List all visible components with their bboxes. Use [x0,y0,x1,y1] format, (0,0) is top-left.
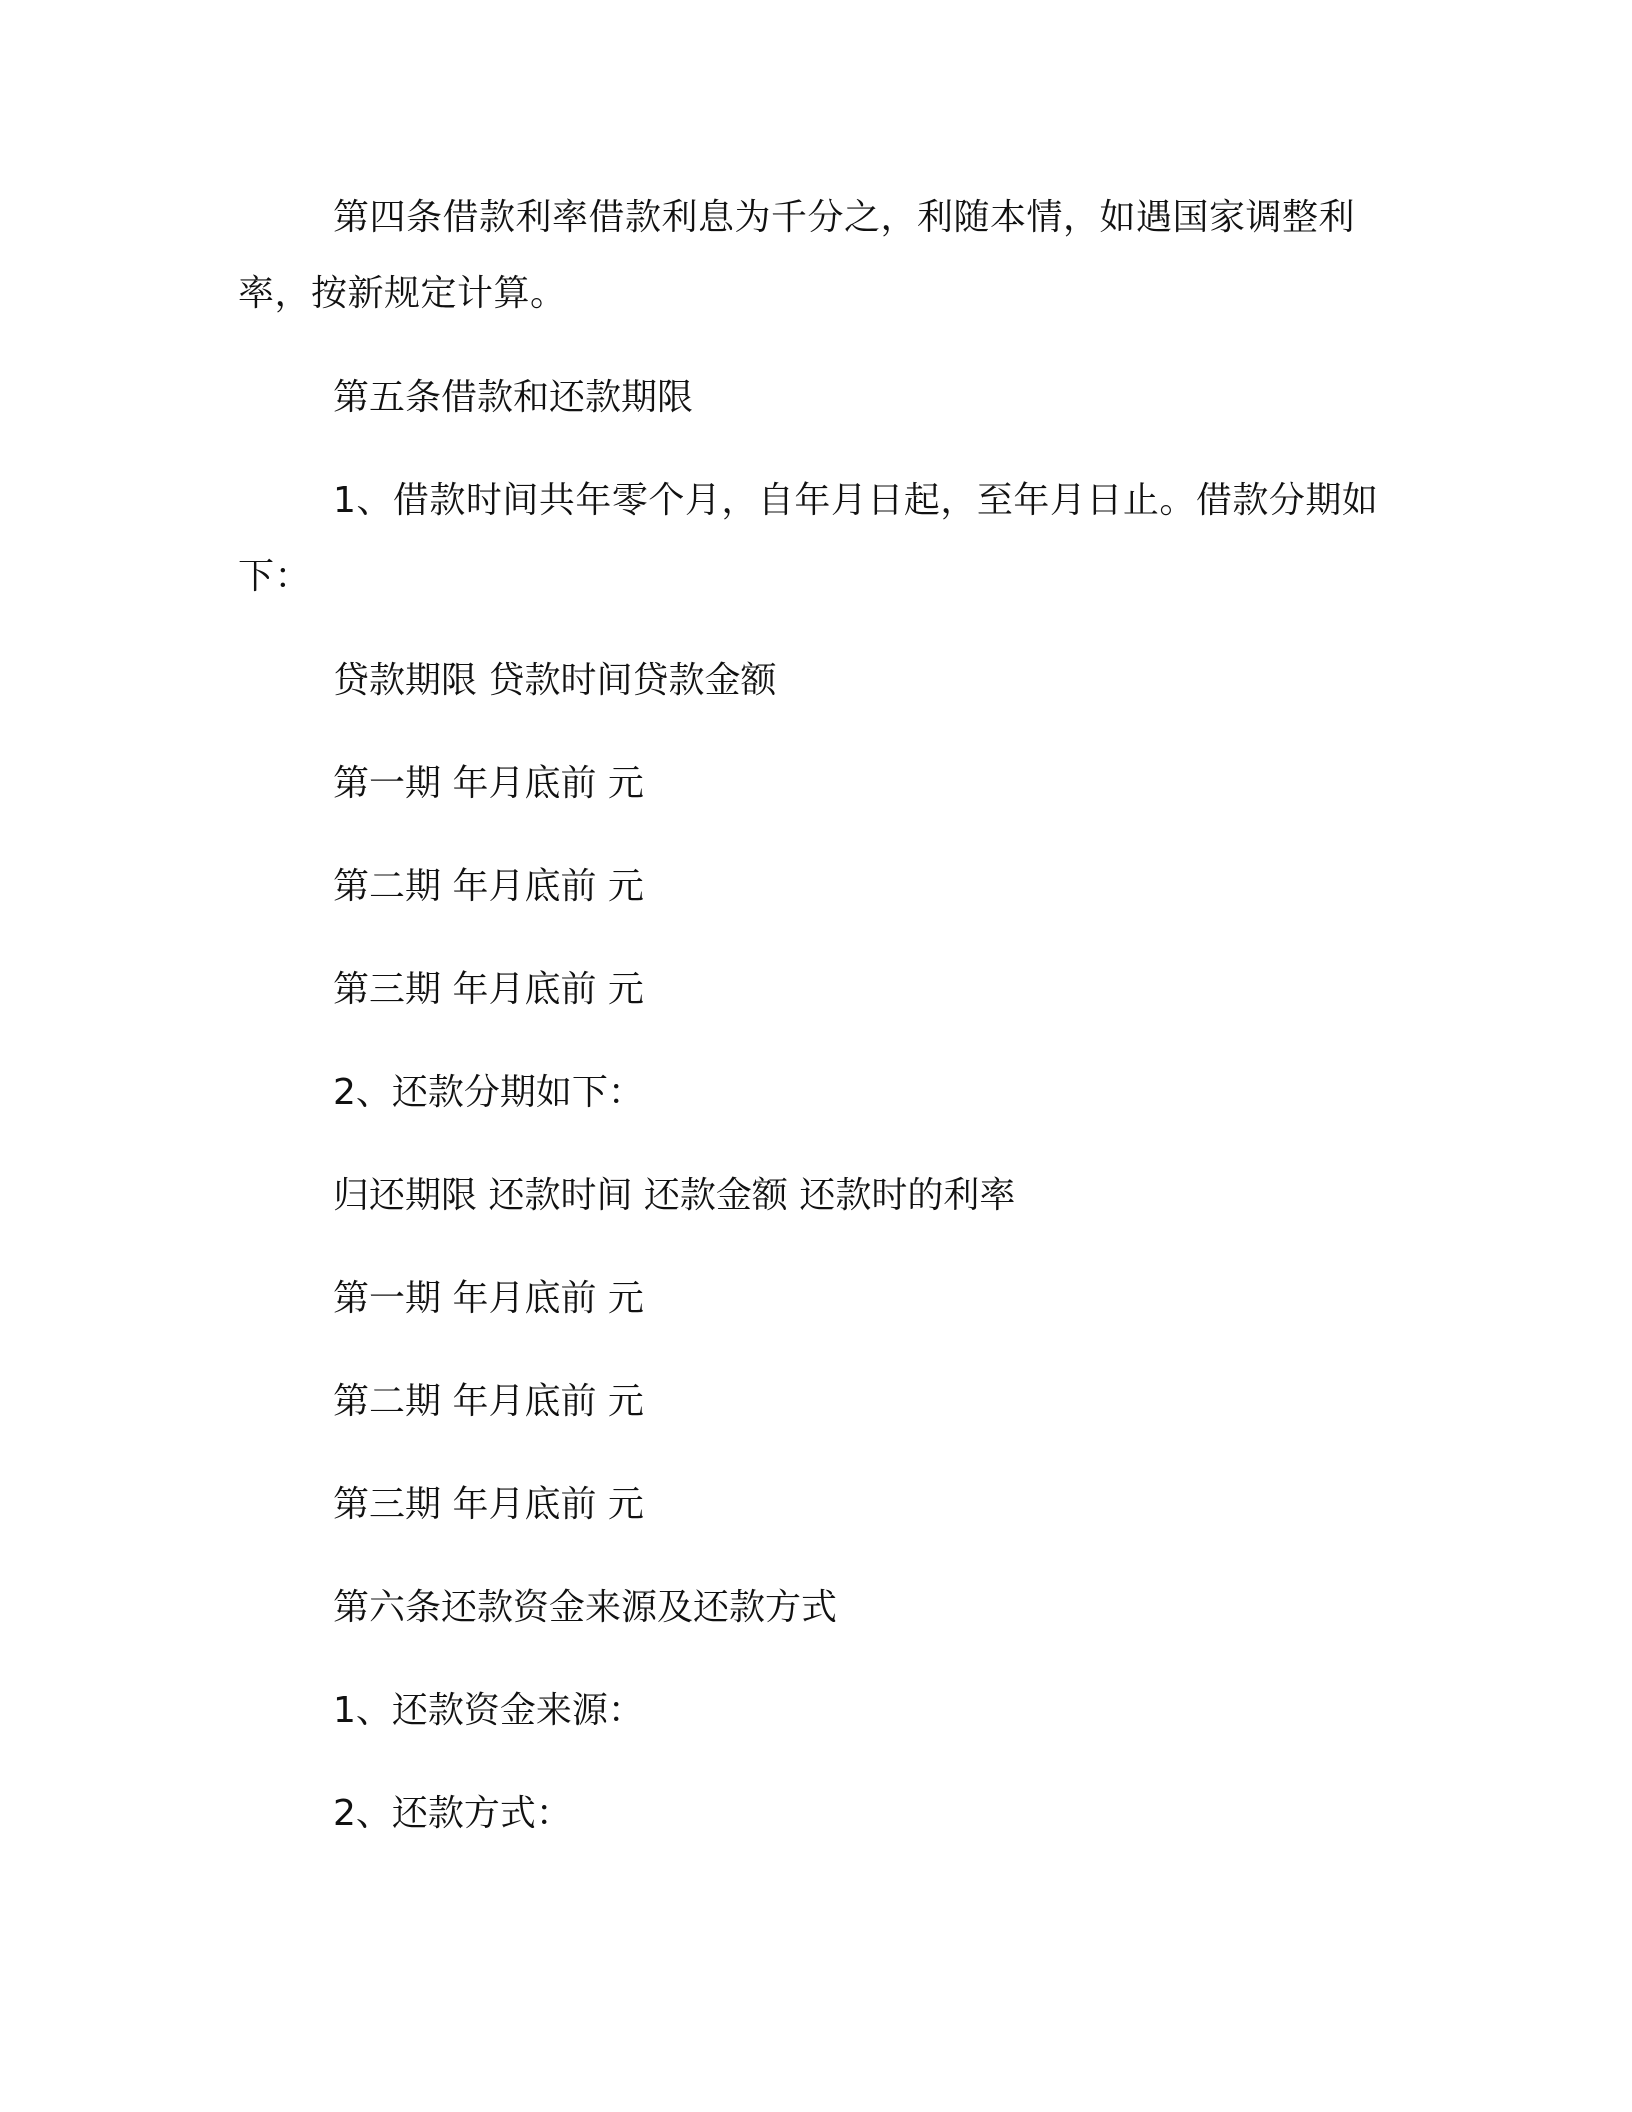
paragraph-repayment-method: 2、还款方式： [333,1793,572,1834]
paragraph-loan-period-1: 第一期 年月底前 元 [333,763,644,804]
paragraph-loan-period-2: 第二期 年月底前 元 [333,866,644,907]
paragraph-loan-table-header: 贷款期限 贷款时间贷款金额 [333,660,777,701]
paragraph-article-5-heading: 第五条借款和还款期限 [333,377,694,418]
paragraph-repayment-source: 1、还款资金来源： [333,1690,644,1731]
paragraph-repay-period-2: 第二期 年月底前 元 [333,1381,644,1422]
paragraph-repayment-table-header: 归还期限 还款时间 还款金额 还款时的利率 [333,1175,1016,1216]
paragraph-article-4: 第四条借款利率借款利息为千分之，利随本情，如遇国家调整利率，按新规定计算。 [238,197,1356,314]
paragraph-loan-term: 1、借款时间共年零个月，自年月日起，至年月日止。借款分期如下： [238,480,1379,597]
paragraph-repay-period-1: 第一期 年月底前 元 [333,1278,644,1319]
paragraph-loan-period-3: 第三期 年月底前 元 [333,969,644,1010]
paragraph-repayment-schedule: 2、还款分期如下： [333,1072,644,1113]
paragraph-article-6-heading: 第六条还款资金来源及还款方式 [333,1587,838,1628]
paragraph-repay-period-3: 第三期 年月底前 元 [333,1484,644,1525]
